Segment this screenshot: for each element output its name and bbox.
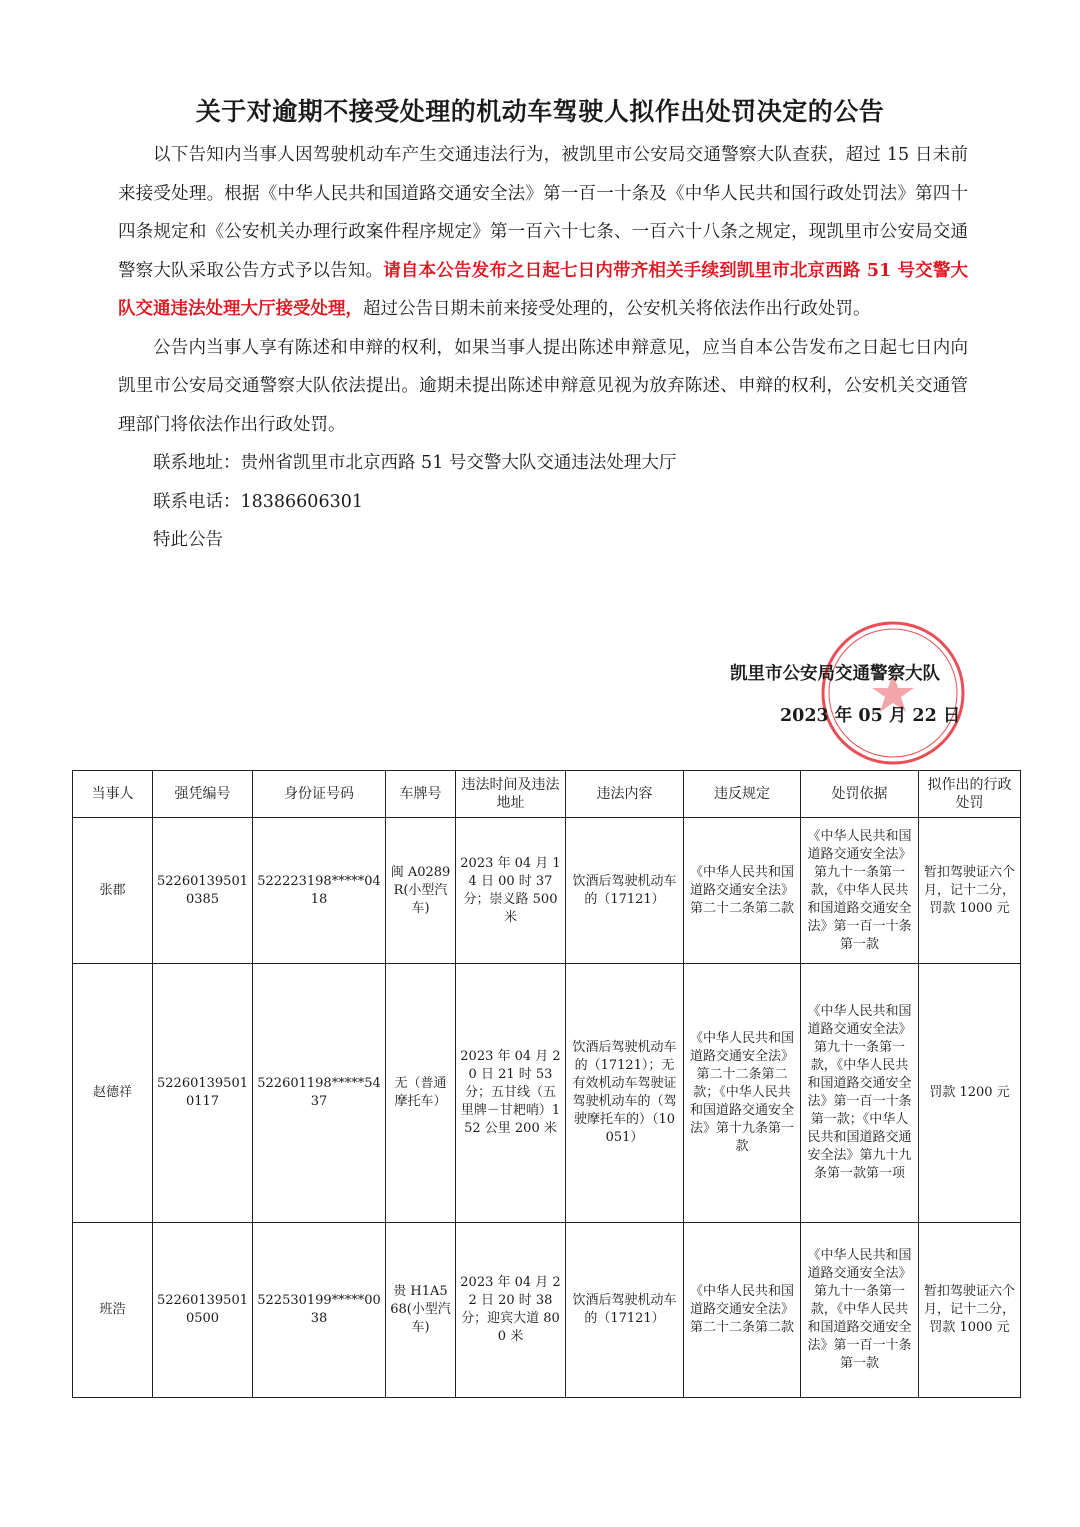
cell-id-number: 522530199*****0038 <box>253 1223 386 1398</box>
cell-voucher-no: 522601395010500 <box>153 1223 253 1398</box>
contact-address: 联系地址：贵州省凯里市北京西路 51 号交警大队交通违法处理大厅 <box>153 453 677 473</box>
paragraph-1 <box>118 136 968 329</box>
cell-regulation: 《中华人民共和国道路交通安全法》第二十二条第二款 <box>684 1223 801 1398</box>
offender-table <box>72 770 1021 1398</box>
highlighted-instruction: 请自本公告发布之日起七日内带齐相关手续到凯里市北京西路 51 号交警大队交通违法处理大厅接受处理， <box>118 260 968 319</box>
header-plate: 车牌号 <box>386 771 456 818</box>
notice-body <box>118 136 968 560</box>
cell-id-number: 522223198*****0418 <box>253 818 386 964</box>
cell-time-place: 2023 年 04 月 22 日 20 时 38 分；迎宾大道 800 米 <box>456 1223 566 1398</box>
cell-time-place: 2023 年 04 月 20 日 21 时 53 分；五甘线（五里牌－甘耙哨）152 公里 200 米 <box>456 964 566 1223</box>
cell-violation: 饮酒后驾驶机动车的（17121） <box>566 1223 684 1398</box>
contact-phone: 联系电话：18386606301 <box>153 491 363 512</box>
cell-plate: 贵 H1A568(小型汽车) <box>386 1223 456 1398</box>
cell-party: 班浩 <box>73 1223 153 1398</box>
header-voucher-no: 强凭编号 <box>153 771 253 818</box>
table-header-row <box>73 771 1021 818</box>
cell-violation: 饮酒后驾驶机动车的（17121）；无有效机动车驾驶证驾驶机动车的（驾驶摩托车的）（10051） <box>566 964 684 1223</box>
cell-basis: 《中华人民共和国道路交通安全法》第九十一条第一款，《中华人民共和国道路交通安全法》第一百一十条第一款 <box>801 1223 919 1398</box>
cell-id-number: 522601198*****5437 <box>253 964 386 1223</box>
cell-time-place: 2023 年 04 月 14 日 00 时 37 分；崇义路 500 米 <box>456 818 566 964</box>
cell-plate: 无（普通摩托车） <box>386 964 456 1223</box>
cell-party: 张郡 <box>73 818 153 964</box>
cell-penalty: 暂扣驾驶证六个月，记十二分，罚款 1000 元 <box>919 1223 1021 1398</box>
paragraph-1-text: 以下告知内当事人因驾驶机动车产生交通违法行为，被凯里市公安局交通警察大队查获，超过 15 日未前来接受处理。根据《中华人民共和国道路交通安全法》第一百一十条及《中华人民共和国行政处罚法》第四十四条规定和《公安机关办理行政案件程序规定》第一百六十七条、一百六十八条之规定，现凯里市公安局交通警察大队采取公告方式予以告知。 <box>118 145 968 281</box>
header-basis: 处罚依据 <box>801 771 919 818</box>
cell-basis: 《中华人民共和国道路交通安全法》第九十一条第一款，《中华人民共和国道路交通安全法》第一百一十条第一款；《中华人民共和国道路交通安全法》第九十九条第一款第一项 <box>801 964 919 1223</box>
table-row <box>73 1223 1021 1398</box>
paragraph-2: 公告内当事人享有陈述和申辩的权利，如果当事人提出陈述申辩意见，应当自本公告发布之日起七日内向凯里市公安局交通警察大队依法提出。逾期未提出陈述申辩意见视为放弃陈述、申辩的权利，公安机关交通管理部门将依法作出行政处罚。 <box>118 337 968 435</box>
paragraph-1-tail: 超过公告日期未前来接受处理的，公安机关将依法作出行政处罚。 <box>363 299 871 319</box>
table-row <box>73 964 1021 1223</box>
header-regulation: 违反规定 <box>684 771 801 818</box>
cell-regulation: 《中华人民共和国道路交通安全法》第二十二条第二款；《中华人民共和国道路交通安全法》第十九条第一款 <box>684 964 801 1223</box>
header-time-place: 违法时间及违法地址 <box>456 771 566 818</box>
cell-plate: 闽 A0289R(小型汽车) <box>386 818 456 964</box>
cell-penalty: 暂扣驾驶证六个月，记十二分，罚款 1000 元 <box>919 818 1021 964</box>
cell-party: 赵德祥 <box>73 964 153 1223</box>
page-title: 关于对逾期不接受处理的机动车驾驶人拟作出处罚决定的公告 <box>195 97 885 126</box>
header-party: 当事人 <box>73 771 153 818</box>
cell-violation: 饮酒后驾驶机动车的（17121） <box>566 818 684 964</box>
issue-date: 2023 年 05 月 22 日 <box>780 706 961 726</box>
cell-voucher-no: 522601395010117 <box>153 964 253 1223</box>
issuing-organization: 凯里市公安局交通警察大队 <box>730 664 940 684</box>
header-penalty: 拟作出的行政处罚 <box>919 771 1021 818</box>
closing-remark: 特此公告 <box>153 530 223 550</box>
cell-voucher-no: 522601395010385 <box>153 818 253 964</box>
header-id-number: 身份证号码 <box>253 771 386 818</box>
header-violation: 违法内容 <box>566 771 684 818</box>
cell-regulation: 《中华人民共和国道路交通安全法》第二十二条第二款 <box>684 818 801 964</box>
official-seal-icon <box>818 618 968 768</box>
table-row <box>73 818 1021 964</box>
cell-basis: 《中华人民共和国道路交通安全法》第九十一条第一款，《中华人民共和国道路交通安全法》第一百一十条第一款 <box>801 818 919 964</box>
cell-penalty: 罚款 1200 元 <box>919 964 1021 1223</box>
